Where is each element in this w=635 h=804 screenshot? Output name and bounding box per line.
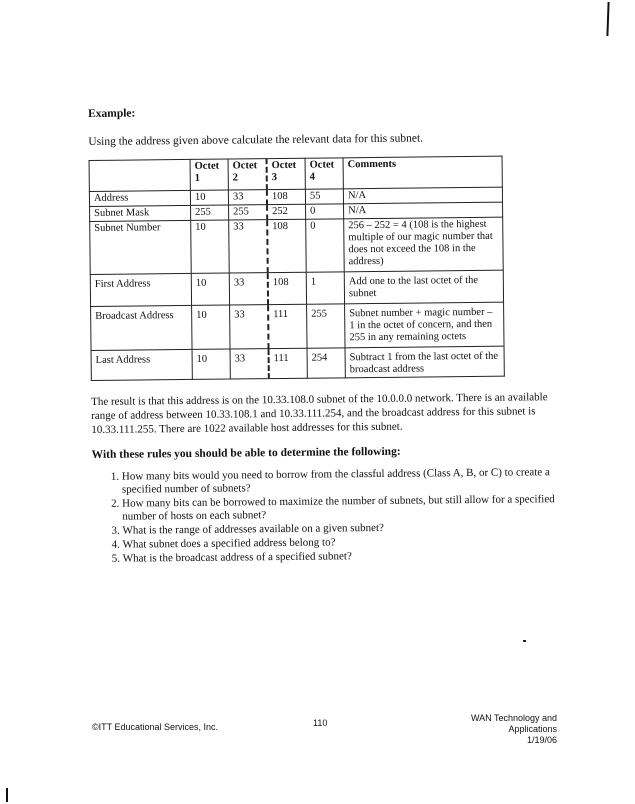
octet-cell: 33 [230, 305, 269, 349]
row-label: First Address [90, 273, 191, 306]
row-label: Address [89, 190, 190, 206]
octet-cell: 33 [229, 220, 268, 273]
octet-cell: 108 [267, 189, 306, 204]
intro-text: Using the address given above calculate the relevant data for this subnet. [88, 132, 424, 148]
octet-cell: 10 [192, 305, 230, 349]
scan-speck [523, 640, 526, 642]
list-item: 3. What is the range of addresses available on a given subnet? [122, 520, 572, 538]
octet-cell: 255 [307, 304, 345, 348]
scan-mark [606, 2, 609, 36]
comment-cell: N/A [343, 187, 502, 204]
octet-cell: 33 [228, 190, 267, 205]
list-item: 4. What subnet does a specified address belong to? [123, 534, 573, 552]
octet-cell: 108 [268, 272, 307, 304]
octet-cell: 255 [229, 205, 268, 220]
rules-heading: With these rules you should be able to determine the following: [91, 445, 401, 461]
octet-cell: 255 [191, 205, 229, 220]
subnet-table [89, 156, 505, 381]
octet-cell: 0 [306, 204, 344, 219]
table-row [91, 346, 504, 380]
table-header: Octet 4 [305, 158, 343, 189]
comment-cell: Add one to the last octet of the subnet [344, 270, 503, 304]
octet-cell: 0 [306, 219, 345, 272]
table-row [91, 302, 504, 350]
footer-page-number: 110 [313, 718, 328, 728]
list-item: 2. How many bits can be borrowed to maximize the number of subnets, but still allow for a specified number of hosts on each subnet? [122, 493, 572, 524]
octet-cell: 252 [267, 204, 306, 219]
octet-cell: 10 [192, 349, 230, 379]
table-header [89, 159, 190, 191]
octet-cell: 111 [268, 304, 307, 348]
comment-cell: Subtract 1 from the last octet of the broadcast address [345, 346, 504, 378]
table-header: Octet 3 [267, 158, 306, 189]
row-label: Last Address [91, 349, 192, 380]
octet-cell: 1 [306, 272, 344, 304]
list-item: 1. How many bits would you need to borrow from the classful address (Class A, B, or C) to create a specified number of subnets? [122, 466, 572, 497]
row-label: Broadcast Address [91, 305, 192, 350]
comment-cell: Subnet number + magic number – 1 in the octet of concern, and then 255 in any remaining octets [345, 302, 504, 348]
table-row [90, 270, 503, 306]
row-label: Subnet Mask [90, 205, 191, 221]
octet-cell: 254 [307, 348, 345, 378]
table-header: Octet 1 [190, 159, 228, 190]
page-body [88, 103, 573, 567]
table-row [90, 217, 504, 274]
octet-cell: 33 [230, 349, 269, 379]
octet-cell: 33 [229, 273, 268, 305]
row-label: Subnet Number [90, 220, 192, 274]
octet-cell: 111 [269, 348, 308, 378]
table-header: Comments [343, 156, 502, 189]
scan-mark [6, 788, 8, 802]
footer-copyright: ©ITT Educational Services, Inc. [92, 722, 219, 732]
list-item: 5. What is the broadcast address of a specified subnet? [123, 548, 573, 566]
example-heading: Example: [88, 107, 136, 120]
table-header: Octet 2 [228, 159, 267, 190]
footer-course [437, 713, 557, 746]
footer-course-title: WAN Technology and Applications [470, 713, 557, 734]
comment-cell: 256 – 252 = 4 (108 is the highest multiple of our magic number that does not exceed the 108 in the address) [344, 217, 504, 272]
octet-cell: 10 [190, 190, 228, 205]
octet-cell: 108 [267, 219, 306, 272]
octet-cell: 10 [191, 220, 230, 273]
octet-cell: 10 [191, 273, 229, 305]
table-header-row [89, 156, 502, 191]
footer-date: 1/19/06 [526, 735, 557, 745]
result-paragraph: The result is that this address is on the 10.33.108.0 subnet of the 10.0.0.0 network. There is an available range of address between 10.33.108.1 and 10.33.111.254, and the broadcast address for this subnet is 10.33.111.255. There are 1022 available host addresses for this subnet. [91, 391, 548, 436]
comment-cell: N/A [344, 202, 503, 219]
octet-cell: 55 [305, 189, 343, 204]
rules-list [92, 466, 573, 566]
